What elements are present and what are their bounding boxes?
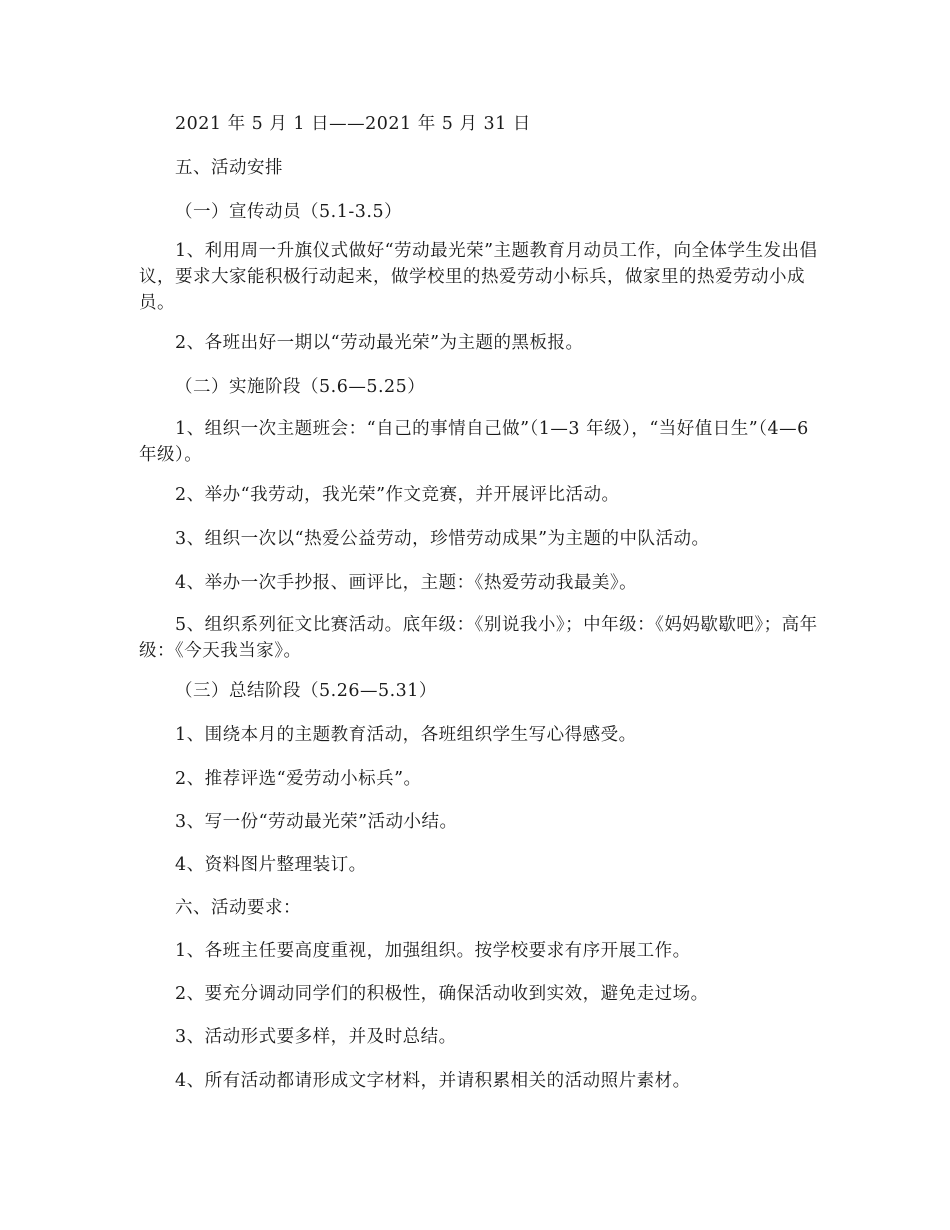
requirement-item-3: 3、活动形式要多样，并及时总结。 (175, 1027, 457, 1047)
phase-2-item-3: 3、组织一次以“热爱公益劳动，珍惜劳动成果”为主题的中队活动。 (175, 529, 710, 549)
phase-2-item-1: 1、组织一次主题班会：“自己的事情自己做”（1—3 年级），“当好值日生”（4—6 年级）。 (139, 419, 809, 465)
phase-3-title: （三）总结阶段（5.26—5.31） (175, 681, 437, 701)
requirement-item-4: 4、所有活动都请形成文字材料，并请积累相关的活动照片素材。 (175, 1071, 691, 1091)
section-6-title: 六、活动要求： (175, 898, 301, 918)
phase-2-title: （二）实施阶段（5.6—5.25） (175, 377, 426, 397)
phase-1-item-2: 2、各班出好一期以“劳动最光荣”为主题的黑板报。 (175, 333, 584, 353)
phase-3-item-1: 1、围绕本月的主题教育活动，各班组织学生写心得感受。 (175, 725, 637, 745)
section-5-title: 五、活动安排 (175, 158, 283, 178)
phase-2-item-2: 2、举办“我劳动，我光荣”作文竞赛，并开展评比活动。 (175, 485, 620, 505)
phase-3-item-4: 4、资料图片整理装订。 (175, 855, 367, 875)
phase-2-item-4: 4、举办一次手抄报、画评比，主题：《热爱劳动我最美》。 (175, 573, 638, 593)
requirement-item-1: 1、各班主任要高度重视，加强组织。按学校要求有序开展工作。 (175, 941, 691, 961)
phase-2-item-5: 5、组织系列征文比赛活动。底年级：《别说我小》；中年级：《妈妈歇歇吧》；高年级：《今天我当家》。 (139, 615, 818, 661)
requirement-item-2: 2、要充分调动同学们的积极性，确保活动收到实效，避免走过场。 (175, 984, 709, 1004)
phase-3-item-2: 2、推荐评选“爱劳动小标兵”。 (175, 769, 422, 789)
phase-1-title: （一）宣传动员（5.1-3.5） (175, 202, 403, 222)
phase-1-item-1: 1、利用周一升旗仪式做好“劳动最光荣”主题教育月动员工作，向全体学生发出倡议，要求大家能积极行动起来，做学校里的热爱劳动小标兵，做家里的热爱劳动小成员。 (139, 241, 818, 313)
date-range: 2021 年 5 月 1 日——2021 年 5 月 31 日 (175, 114, 531, 134)
phase-3-item-3: 3、写一份“劳动最光荣”活动小结。 (175, 812, 458, 832)
